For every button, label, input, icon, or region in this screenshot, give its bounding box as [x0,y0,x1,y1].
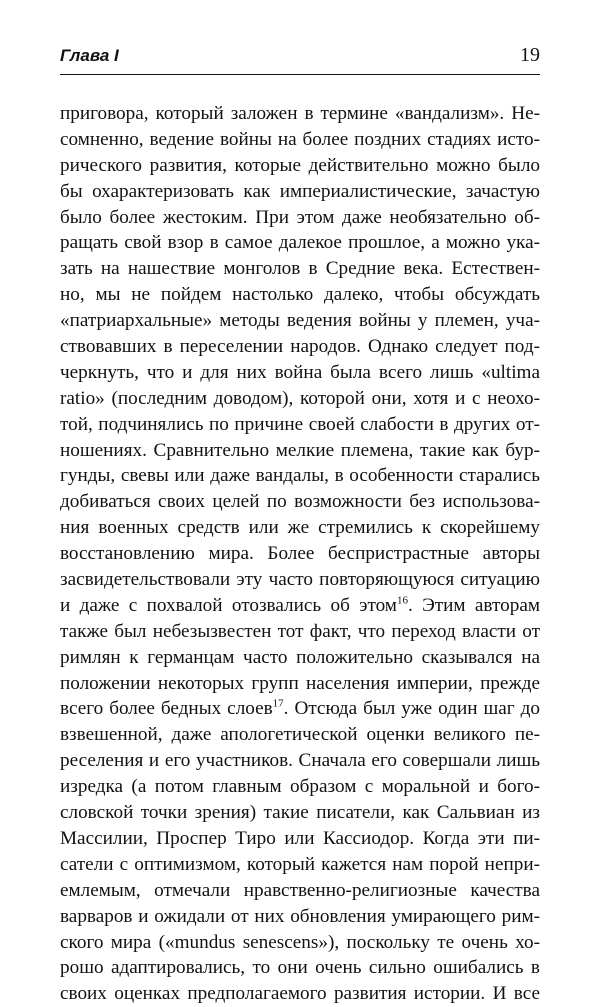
text-line: изредка (а потом главным образом с моральной и бого- [60,776,540,798]
body-text [60,101,540,1007]
text-fragment: . Отсюда был уже один шаг до [283,698,540,720]
text-line: рошо адаптировались, то они очень сильно ошибались в [60,957,540,979]
page-number: 19 [520,44,540,66]
text-line: варваров и ожидали от них обновления умирающего рим- [60,905,540,927]
text-line: бы охарактеризовать как империалистические, зачастую [60,180,540,202]
text-fragment: . Этим авторам [407,594,540,616]
text-line: емлемым, отмечали нравственно-религиозные качества [60,879,540,901]
text-line: Массилии, Проспер Тиро или Кассиодор. Когда эти пи- [60,827,540,849]
text-line: было более жестоким. При этом даже необязательно об- [60,206,540,228]
text-line: рического развития, которые действительно можно было [60,154,540,176]
text-line: сомненно, ведение войны на более поздних стадиях исто- [60,128,540,150]
chapter-title: Глава I [60,46,119,65]
text-line: зать на нашествие монголов в Средние века. Естествен- [60,258,540,280]
text-line-with-footnote [60,593,540,619]
text-line: сатели с оптимизмом, который кажется нам порой непри- [60,853,540,875]
text-line: ratio» (последним доводом), которой они, хотя и с неохо- [60,387,540,409]
text-line: приговора, который заложен в термине «вандализм». Не- [60,103,540,124]
footnote-ref-16[interactable]: 16 [396,594,408,607]
footnote-ref-17[interactable]: 17 [272,698,284,711]
text-line: но, мы не пойдем настолько далеко, чтобы обсуждать [60,284,540,306]
text-line: взвешенной, даже апологетической оценки великого пе- [60,724,540,746]
text-line: словской точки зрения) такие писатели, как Сальвиан из [60,802,540,824]
text-fragment: и даже с похвалой отозвались об этом [60,594,397,616]
text-line: римлян к германцам часто положительно сказывался на [60,646,540,668]
text-line: той, подчинялись по причине своей слабости в других от- [60,413,540,435]
text-line: засвидетельствовали эту часто повторяющуюся ситуацию [60,569,540,591]
text-line: ращать свой взор в самое далекое прошлое, а можно ука- [60,232,540,254]
text-line: своих оценках предполагаемого развития истории. И все [60,983,540,1005]
text-line: гунды, свевы или даже вандалы, в особенности старались [60,465,540,487]
text-line: ния военных средств или же стремились к скорейшему [60,517,540,539]
text-line: ского мира («mundus senescens»), поскольку те очень хо- [60,931,540,953]
text-fragment: всего более бедных слоев [60,698,273,720]
header-divider [60,74,540,75]
text-line: положении некоторых групп населения империи, прежде [60,672,540,694]
text-line: ствовавших в переселении народов. Однако следует под- [60,336,540,358]
running-header [60,44,540,76]
text-line: восстановлению мира. Более беспристрастные авторы [60,543,540,565]
text-line: черкнуть, что и для них война была всего лишь «ultima [60,361,540,383]
text-line-with-footnote [60,696,540,722]
text-line: реселения и его участников. Сначала его совершали лишь [60,750,540,772]
text-line: добиваться своих целей по возможности без использова- [60,491,540,513]
text-line: «патриархальные» методы ведения войны у племен, уча- [60,310,540,332]
text-line: ношениях. Сравнительно мелкие племена, такие как бур- [60,439,540,461]
text-line: также был небезызвестен тот факт, что переход власти от [60,620,540,642]
